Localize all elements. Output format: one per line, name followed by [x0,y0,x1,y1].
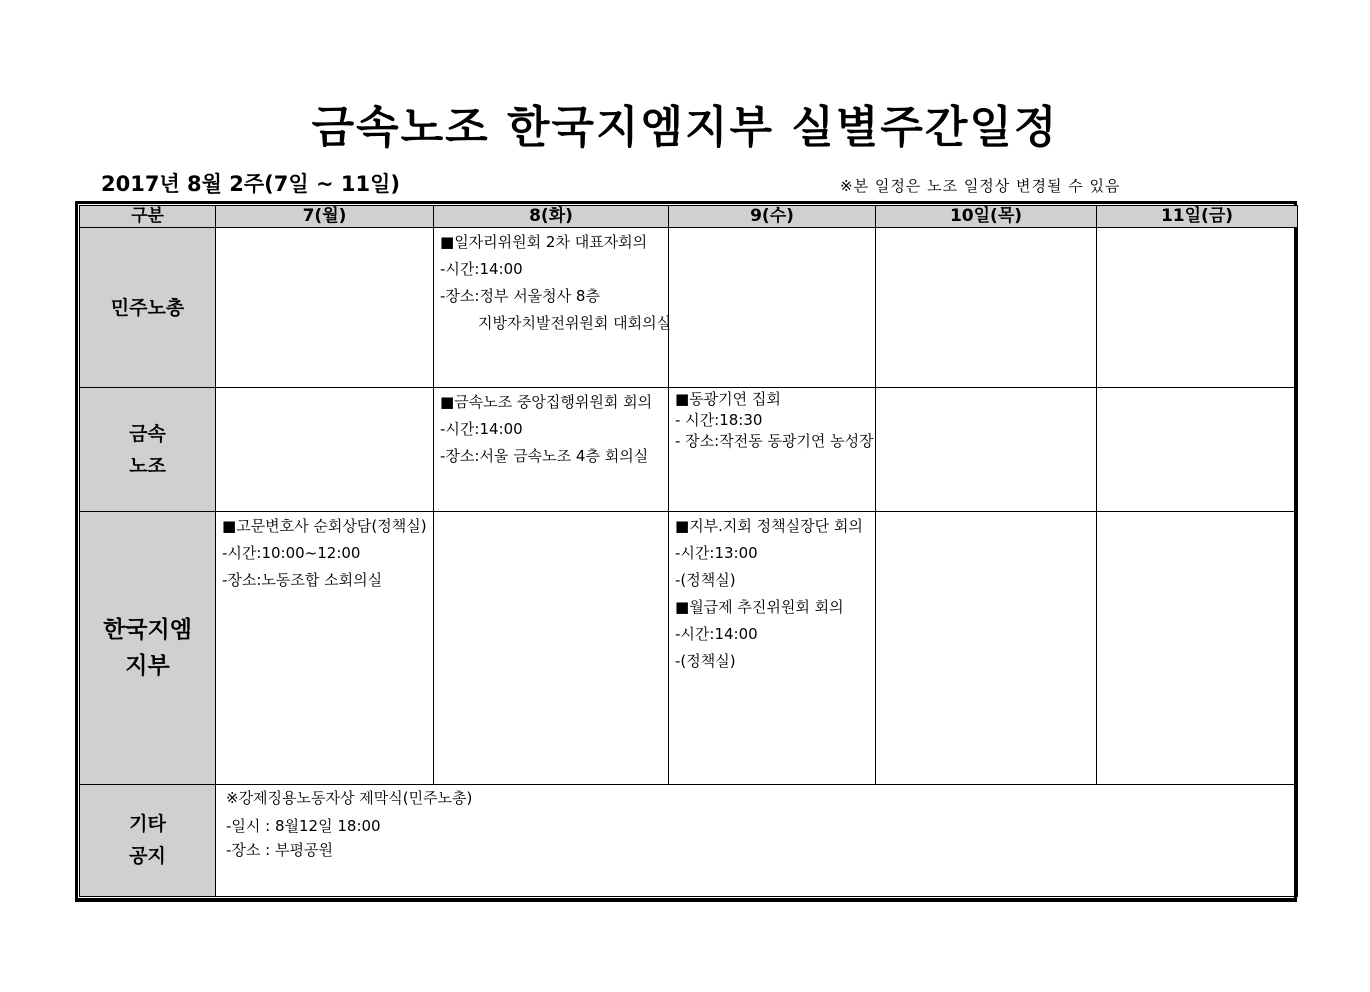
cell-geumsok-thu [876,388,1097,512]
event-time: -시간:13:00 [675,544,758,563]
cell-gm-fri [1097,512,1298,784]
event-place: -장소:노동조합 소회의실 [222,571,383,590]
event-title: ■ 일자리위원회 2차 대표자회의 [440,229,668,256]
cell-etc-notice [216,784,1298,896]
event-title: ■ 지부.지회 정책실장단 회의 [675,513,875,540]
event-place-detail: 지방자치발전위원회 대회의실 [478,314,672,333]
cell-gm-wed [669,512,876,784]
cell-geumsok-mon [216,388,434,512]
row-label-text: 민주노총 [110,296,185,319]
header-wed: 9(수) [669,206,876,228]
cell-minju-tue [434,228,672,388]
page-title: 금속노조 한국지엠지부 실별주간일정 [311,102,1059,153]
header-thu: 10일(목) [876,206,1097,228]
cell-minju-thu [876,228,1097,388]
cell-minju-wed [669,228,876,388]
cell-geumsok-wed [669,388,876,512]
event-title: ■ 고문변호사 순회상담(정책실) [222,513,433,540]
row-label-text: 기타 [129,813,166,836]
row-label-text: 지부 [125,653,170,680]
header-category: 구분 [80,206,216,228]
event-title: ■ 동광기연 집회 [675,389,875,410]
event-place: -(정책실) [675,571,736,590]
event-place: -장소:정부 서울청사 8층 [440,287,600,306]
cell-gm-thu [876,512,1097,784]
row-label-geumsok [80,388,216,512]
event-place: - 장소:작전동 동광기연 농성장 [675,432,874,451]
cell-gm-mon [216,512,434,784]
row-geumsok [80,388,1298,512]
schedule-notice: ※본 일정은 노조 일정상 변경될 수 있음 [840,177,1121,195]
row-label-text: 한국지엠 [103,617,192,644]
row-label-text: 공지 [129,845,166,868]
notice-place: -장소 : 부평공원 [226,840,333,859]
event-title: ■ 금속노조 중앙집행위원회 회의 [440,389,668,416]
header-mon: 7(월) [216,206,434,228]
event-time: -시간:14:00 [440,260,523,279]
event-time: - 시간:18:30 [675,411,763,430]
cell-minju-mon [216,228,434,388]
cell-gm-tue [434,512,669,784]
notice-title: ※강제징용노동자상 제막식(민주노총) [226,788,473,807]
cell-minju-fri [1097,228,1298,388]
event-time: -시간:14:00 [440,420,523,439]
schedule-table [79,205,1298,897]
cell-geumsok-fri [1097,388,1298,512]
event-time: -시간:14:00 [675,625,758,644]
header-tue: 8(화) [434,206,669,228]
row-label-minju [80,228,216,388]
row-minju [80,228,1298,388]
cell-geumsok-tue [434,388,669,512]
week-label: 2017년 8월 2주(7일 ~ 11일) [101,172,400,196]
event-place: -(정책실) [675,652,736,671]
schedule-table-frame [75,201,1297,902]
row-label-etc [80,784,216,896]
header-row [80,206,1298,228]
event-place: -장소:서울 금속노조 4층 회의실 [440,447,649,466]
row-label-gm [80,512,216,784]
row-gm [80,512,1298,784]
row-etc [80,784,1298,896]
row-label-text: 노조 [129,454,166,477]
notice-date: -일시 : 8월12일 18:00 [226,816,381,835]
row-label-text: 금속 [129,422,166,445]
event-title: ■ 월급제 추진위원회 회의 [675,594,875,621]
header-fri: 11일(금) [1097,206,1298,228]
event-time: -시간:10:00~12:00 [222,544,361,563]
